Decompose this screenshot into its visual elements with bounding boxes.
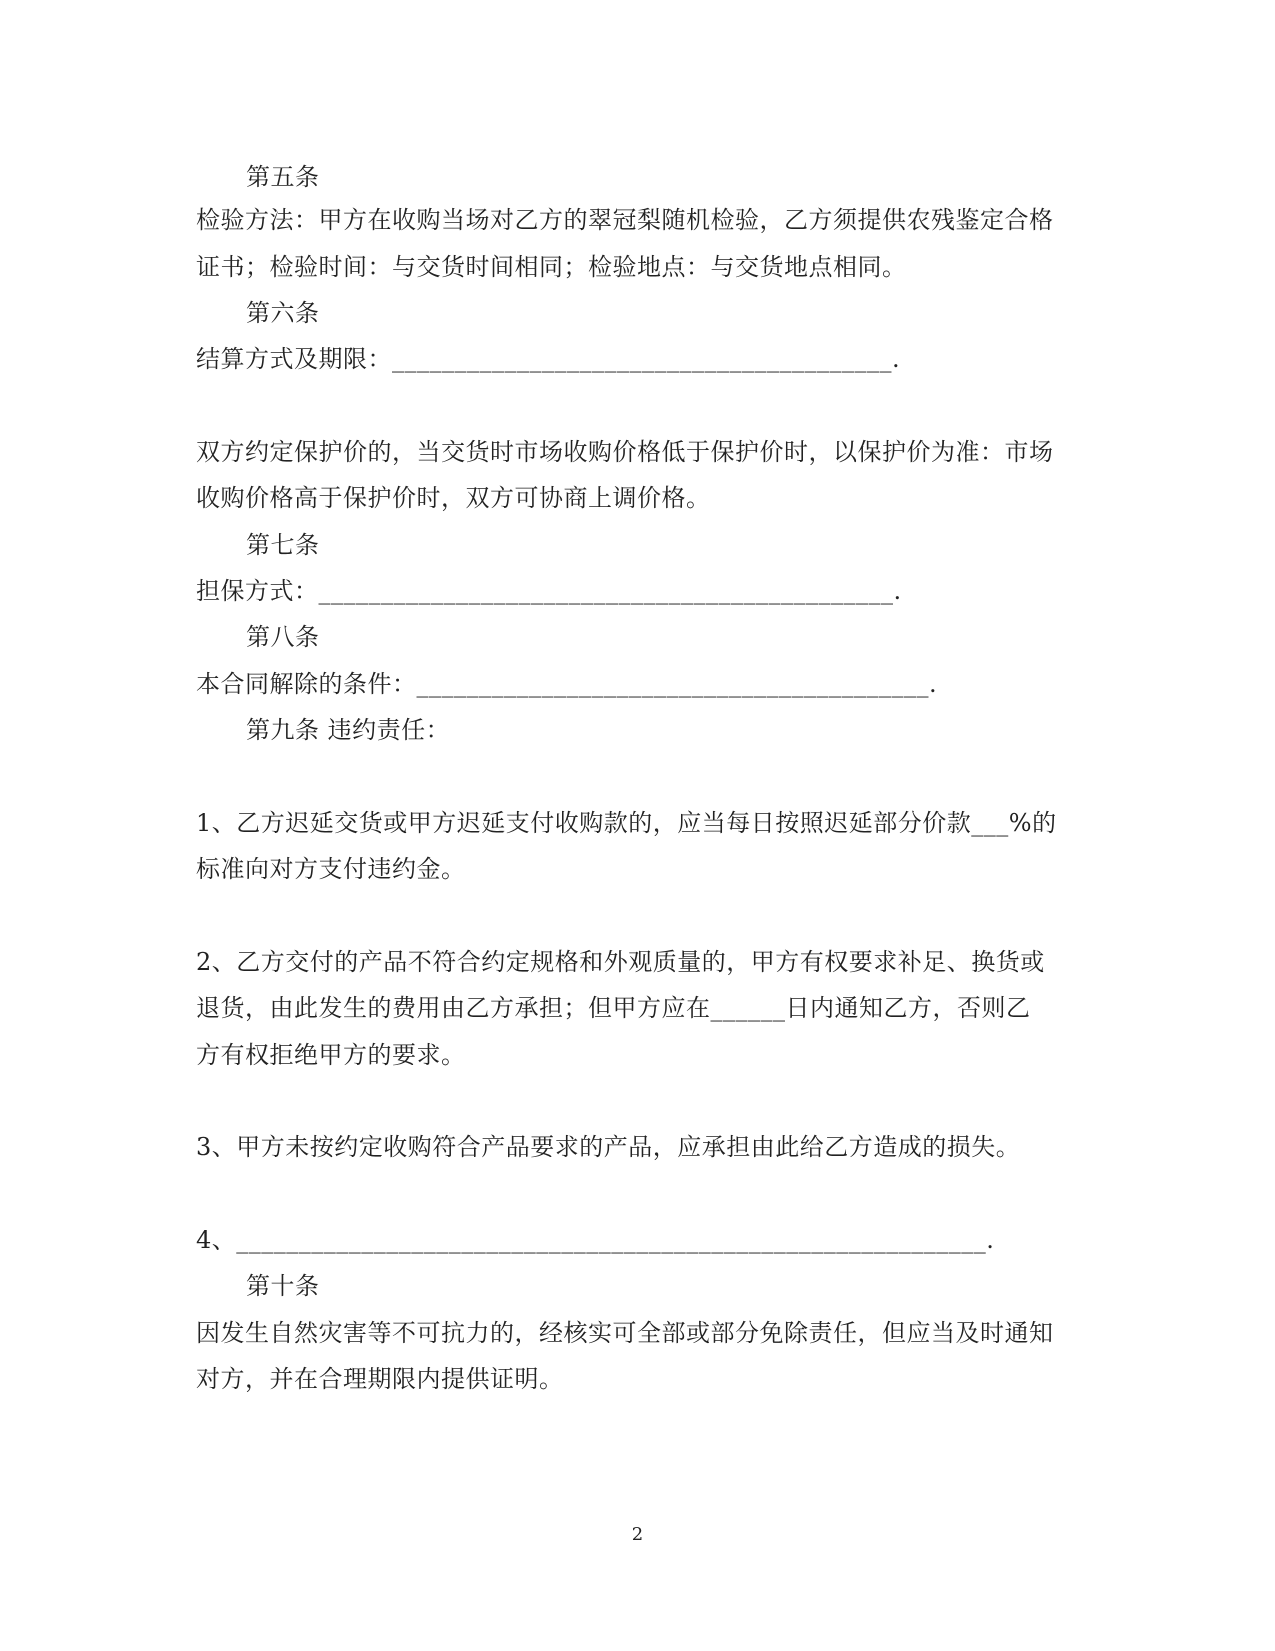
force-majeure-line-2: 对方，并在合理期限内提供证明。 (196, 1365, 564, 1393)
article-6-heading: 第六条 (246, 299, 320, 327)
settlement-method-line: 结算方式及期限：________________________________________. (196, 345, 901, 373)
article-9-heading: 第九条 违约责任： (246, 716, 451, 744)
liability-item-1-line-2: 标准向对方支付违约金。 (196, 855, 466, 883)
liability-item-1-line-1: 1、乙方迟延交货或甲方迟延支付收购款的，应当每日按照迟延部分价款___%的 (196, 809, 1057, 837)
article-7-heading: 第七条 (246, 531, 320, 559)
liability-item-2-line-1: 2、乙方交付的产品不符合约定规格和外观质量的，甲方有权要求补足、换货或 (196, 948, 1045, 976)
termination-conditions-line: 本合同解除的条件：_________________________________________. (196, 670, 938, 698)
article-5-heading: 第五条 (246, 163, 320, 191)
article-10-heading: 第十条 (246, 1272, 320, 1300)
article-5-text-line-1: 检验方法：甲方在收购当场对乙方的翠冠梨随机检验，乙方须提供农残鉴定合格 (196, 206, 1054, 234)
article-5-text-line-2: 证书；检验时间：与交货时间相同；检验地点：与交货地点相同。 (196, 253, 907, 281)
protection-price-line-1: 双方约定保护价的，当交货时市场收购价格低于保护价时，以保护价为准：市场 (196, 438, 1054, 466)
liability-item-4-line: 4、____________________________________________________________. (196, 1226, 995, 1254)
page-number: 2 (631, 1524, 644, 1545)
protection-price-line-2: 收购价格高于保护价时，双方可协商上调价格。 (196, 484, 711, 512)
guarantee-method-line: 担保方式：______________________________________________. (196, 577, 902, 605)
liability-item-3-line: 3、甲方未按约定收购符合产品要求的产品，应承担由此给乙方造成的损失。 (196, 1133, 1021, 1161)
force-majeure-line-1: 因发生自然灾害等不可抗力的，经核实可全部或部分免除责任，但应当及时通知 (196, 1319, 1054, 1347)
liability-item-2-line-3: 方有权拒绝甲方的要求。 (196, 1041, 466, 1069)
article-8-heading: 第八条 (246, 623, 320, 651)
liability-item-2-line-2: 退货，由此发生的费用由乙方承担；但甲方应在______日内通知乙方，否则乙 (196, 994, 1031, 1022)
